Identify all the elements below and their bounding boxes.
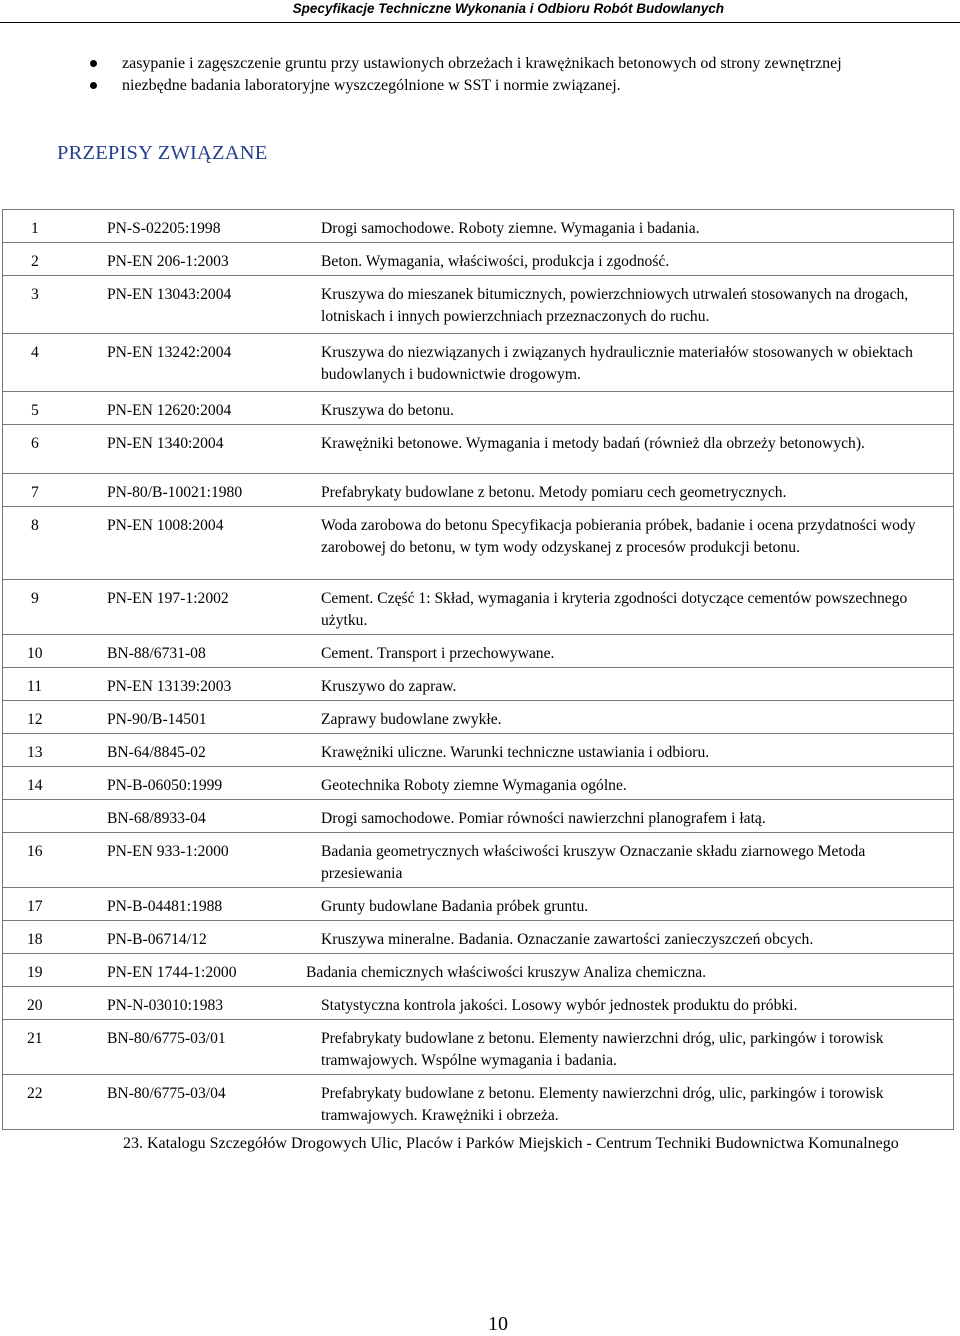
standard-description: Prefabrykaty budowlane z betonu. Metody pomiaru cech geometrycznych. <box>321 484 787 501</box>
standard-description: Cement. Część 1: Skład, wymagania i kryteria zgodności dotyczące cementów powszechnego użytku. <box>321 590 908 629</box>
standard-description: Krawężniki betonowe. Wymagania i metody badań (również dla obrzeży betonowych). <box>321 435 865 452</box>
table-row <box>2 275 954 333</box>
table-row <box>2 1019 954 1074</box>
standards-table <box>2 209 954 1130</box>
bullet-list <box>94 53 914 97</box>
row-number: 22 <box>27 1085 43 1102</box>
table-row <box>2 242 954 275</box>
standard-code: PN-EN 13139:2003 <box>107 678 232 695</box>
table-row <box>2 766 954 799</box>
row-number: 18 <box>27 931 43 948</box>
standard-description: Kruszywo do zapraw. <box>321 678 457 695</box>
standard-code: PN-EN 13242:2004 <box>107 344 232 361</box>
row-number: 8 <box>31 517 39 534</box>
bullet-text: niezbędne badania laboratoryjne wyszczególnione w SST i normie związanej. <box>122 77 621 94</box>
bullet-item <box>94 75 914 96</box>
standard-code: PN-EN 197-1:2002 <box>107 590 229 607</box>
bullet-dot-icon <box>90 82 97 89</box>
table-row <box>2 1074 954 1129</box>
standard-code: PN-EN 12620:2004 <box>107 402 232 419</box>
standard-code: PN-90/B-14501 <box>107 711 207 728</box>
table-row <box>2 667 954 700</box>
standard-code: PN-EN 13043:2004 <box>107 286 232 303</box>
table-row <box>2 986 954 1019</box>
standard-description: Prefabrykaty budowlane z betonu. Elementy nawierzchni dróg, ulic, parkingów i torowisk tramwajowych. Krawężniki i obrzeża. <box>321 1085 884 1124</box>
standard-description: Grunty budowlane Badania próbek gruntu. <box>321 898 589 915</box>
row-number: 2 <box>31 253 39 270</box>
page-number: 10 <box>488 1313 508 1335</box>
standard-description: Kruszywa do niezwiązanych i związanych hydraulicznie materiałów stosowanych w obiektach budowlanych i budownictwie drogowym. <box>321 344 913 383</box>
table-row <box>2 700 954 733</box>
table-row <box>2 333 954 391</box>
standard-description: Drogi samochodowe. Pomiar równości nawierzchni planografem i łatą. <box>321 810 766 827</box>
page-header <box>0 0 960 23</box>
standard-code: PN-EN 1340:2004 <box>107 435 224 452</box>
standard-code: PN-B-06050:1999 <box>107 777 223 794</box>
table-row <box>2 209 954 242</box>
standard-description: Prefabrykaty budowlane z betonu. Elementy nawierzchni dróg, ulic, parkingów i torowisk tramwajowych. Wspólne wymagania i badania. <box>321 1030 884 1069</box>
standard-code: PN-EN 1008:2004 <box>107 517 224 534</box>
standard-description: Kruszywa do mieszanek bitumicznych, powierzchniowych utrwaleń stosowanych na drogach, lotniskach i innych powierzchniach przeznaczonych do ruchu. <box>321 286 909 325</box>
standard-code: PN-80/B-10021:1980 <box>107 484 243 501</box>
table-row <box>2 579 954 634</box>
standard-code: BN-80/6775-03/01 <box>107 1030 226 1047</box>
standard-code: PN-B-04481:1988 <box>107 898 223 915</box>
table-row <box>2 506 954 579</box>
standard-description: Drogi samochodowe. Roboty ziemne. Wymagania i badania. <box>321 220 700 237</box>
table-row <box>2 799 954 832</box>
standard-code: BN-88/6731-08 <box>107 645 206 662</box>
table-row <box>2 634 954 667</box>
row-number: 4 <box>31 344 39 361</box>
standard-description: Badania chemicznych właściwości kruszyw Analiza chemiczna. <box>306 964 707 981</box>
bullet-dot-icon <box>90 60 97 67</box>
standard-description: Cement. Transport i przechowywane. <box>321 645 555 662</box>
standard-code: BN-64/8845-02 <box>107 744 206 761</box>
footer-note: 23. Katalogu Szczegółów Drogowych Ulic, Placów i Parków Miejskich - Centrum Techniki Budownictwa Komunalnego <box>123 1135 899 1152</box>
standard-code: PN-EN 206-1:2003 <box>107 253 229 270</box>
row-number: 10 <box>27 645 43 662</box>
standard-code: BN-68/8933-04 <box>107 810 206 827</box>
table-row <box>2 920 954 953</box>
standard-code: PN-N-03010:1983 <box>107 997 224 1014</box>
row-number: 6 <box>31 435 39 452</box>
standard-description: Beton. Wymagania, właściwości, produkcja i zgodność. <box>321 253 670 270</box>
standard-code: PN-S-02205:1998 <box>107 220 221 237</box>
standard-description: Zaprawy budowlane zwykłe. <box>321 711 502 728</box>
row-number: 7 <box>31 484 39 501</box>
row-number: 3 <box>31 286 39 303</box>
row-number: 20 <box>27 997 43 1014</box>
standard-description: Statystyczna kontrola jakości. Losowy wybór jednostek produktu do próbki. <box>321 997 798 1014</box>
row-number: 14 <box>27 777 43 794</box>
table-row <box>2 473 954 506</box>
row-number: 1 <box>31 220 39 237</box>
row-number: 13 <box>27 744 43 761</box>
standard-code: PN-EN 933-1:2000 <box>107 843 229 860</box>
standard-code: PN-B-06714/12 <box>107 931 207 948</box>
header-title: Specyfikacje Techniczne Wykonania i Odbioru Robót Budowlanych <box>292 1 724 16</box>
standard-description: Krawężniki uliczne. Warunki techniczne ustawiania i odbioru. <box>321 744 710 761</box>
row-number: 9 <box>31 590 39 607</box>
row-number: 17 <box>27 898 43 915</box>
row-number: 21 <box>27 1030 43 1047</box>
row-number: 5 <box>31 402 39 419</box>
table-row <box>2 733 954 766</box>
table-row <box>2 887 954 920</box>
table-row <box>2 953 954 986</box>
table-row <box>2 391 954 424</box>
standard-description: Kruszywa mineralne. Badania. Oznaczanie zawartości zanieczyszczeń obcych. <box>321 931 814 948</box>
standard-code: PN-EN 1744-1:2000 <box>107 964 237 981</box>
section-title: PRZEPISY ZWIĄZANE <box>57 142 268 164</box>
standard-description: Badania geometrycznych właściwości kruszyw Oznaczanie składu ziarnowego Metoda przesiewania <box>321 843 866 882</box>
row-number: 19 <box>27 964 43 981</box>
standard-code: BN-80/6775-03/04 <box>107 1085 226 1102</box>
table-row <box>2 424 954 473</box>
standard-description: Kruszywa do betonu. <box>321 402 454 419</box>
row-number: 16 <box>27 843 43 860</box>
row-number: 12 <box>27 711 43 728</box>
standard-description: Geotechnika Roboty ziemne Wymagania ogólne. <box>321 777 627 794</box>
bullet-item <box>94 53 914 74</box>
standard-description: Woda zarobowa do betonu Specyfikacja pobierania próbek, badanie i ocena przydatności wody zarobowej do betonu, w tym wody odzyskanej z procesów produkcji betonu. <box>321 517 916 556</box>
bullet-text: zasypanie i zagęszczenie gruntu przy ustawionych obrzeżach i krawężnikach betonowych od strony zewnętrznej <box>122 55 842 72</box>
row-number: 11 <box>27 678 43 695</box>
table-row <box>2 832 954 887</box>
